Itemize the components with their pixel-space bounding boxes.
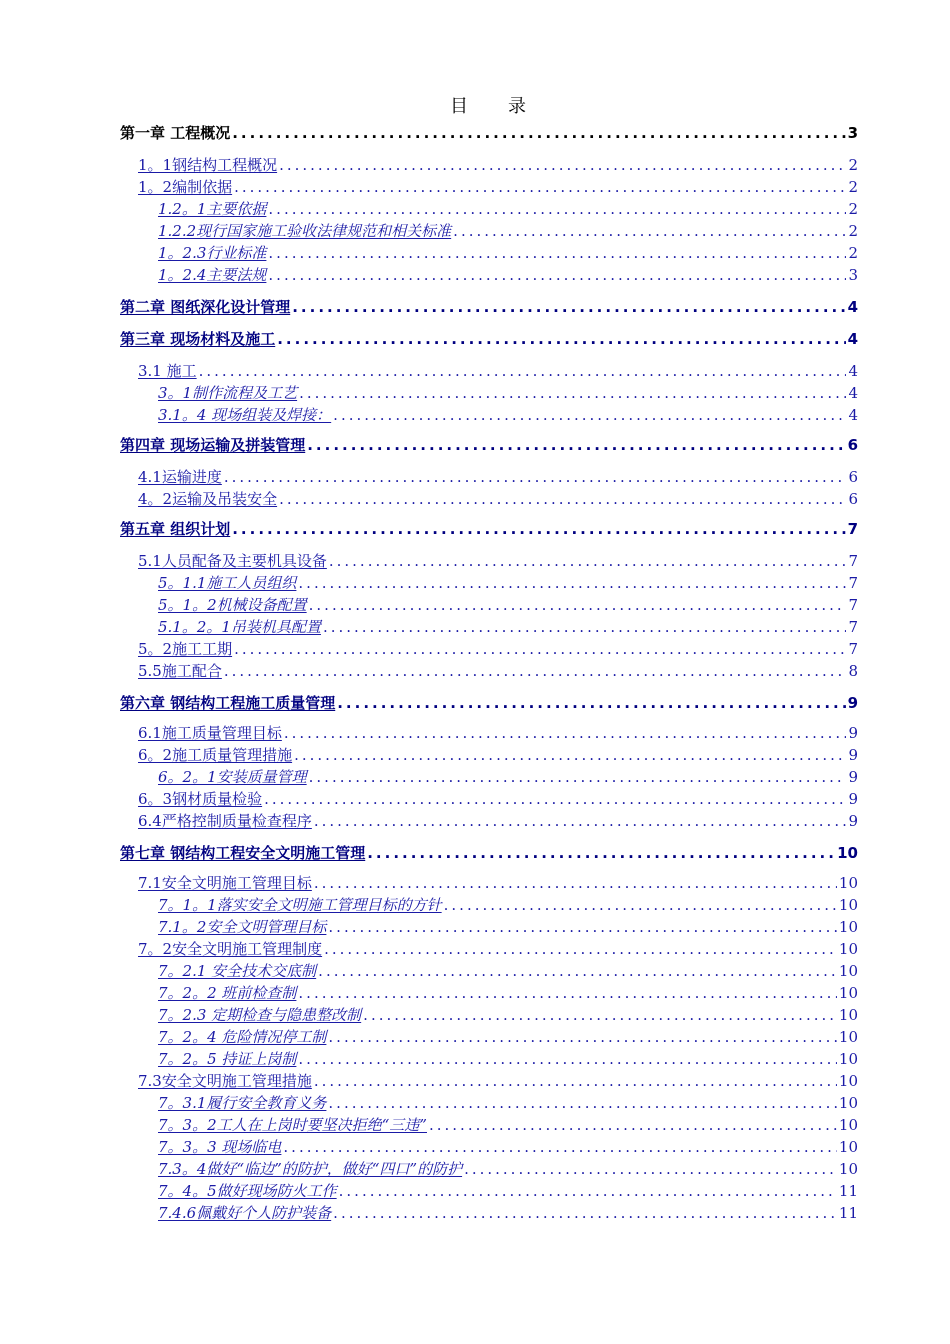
toc-leader-dots <box>268 243 846 263</box>
toc-entry-page: 4 <box>848 384 858 402</box>
toc-entry-label[interactable]: 6.4严格控制质量检查程序 <box>138 812 312 830</box>
toc-leader-dots <box>234 177 846 197</box>
toc-entry-label[interactable]: 7。3。2工人在上岗时要坚决拒绝“三违” <box>158 1116 427 1134</box>
toc-entry-page: 9 <box>848 746 858 764</box>
toc-entry-page: 9 <box>848 768 858 786</box>
toc-entry[interactable] <box>158 617 858 637</box>
toc-entry-label[interactable]: 7。2。2 班前检查制 <box>158 984 297 1002</box>
toc-entry[interactable] <box>120 693 858 713</box>
toc-entry-page: 7 <box>848 552 858 570</box>
toc-leader-dots <box>453 221 846 241</box>
toc-leader-dots <box>429 1115 837 1135</box>
toc-entry[interactable] <box>120 123 858 143</box>
toc-leader-dots <box>298 983 837 1003</box>
toc-leader-dots <box>298 1049 837 1069</box>
toc-entry[interactable] <box>158 767 858 787</box>
toc-entry-page: 9 <box>848 812 858 830</box>
toc-entry[interactable] <box>120 519 858 539</box>
toc-entry-page: 10 <box>838 1050 858 1068</box>
toc-entry-page: 2 <box>848 156 858 174</box>
toc-entry[interactable] <box>158 405 858 425</box>
toc-leader-dots <box>224 467 846 487</box>
toc-entry-label[interactable]: 5。2施工工期 <box>138 640 233 658</box>
toc-entry[interactable] <box>158 895 858 915</box>
toc-entry[interactable] <box>158 1181 858 1201</box>
toc-entry[interactable] <box>158 595 858 615</box>
toc-entry-label[interactable]: 6.1施工质量管理目标 <box>138 724 282 742</box>
toc-entry-page: 10 <box>838 1160 858 1178</box>
toc-entry-label[interactable]: 1。1钢结构工程概况 <box>138 156 278 174</box>
toc-entry-label[interactable]: 5。1。2机械设备配置 <box>158 596 307 614</box>
toc-entry-label[interactable]: 5.1。2。1吊装机具配置 <box>158 618 321 636</box>
toc-leader-dots <box>199 361 846 381</box>
toc-entry-label[interactable]: 第三章 现场材料及施工 <box>120 330 276 348</box>
toc-entry[interactable] <box>138 723 858 743</box>
toc-entry-label[interactable]: 7。2。5 持证上岗制 <box>158 1050 297 1068</box>
toc-entry-label[interactable]: 4.1运输进度 <box>138 468 222 486</box>
toc-leader-dots <box>264 789 846 809</box>
toc-entry-label[interactable]: 第二章 图纸深化设计管理 <box>120 298 291 316</box>
toc-entry-page: 11 <box>838 1204 858 1222</box>
toc-entry[interactable] <box>158 1049 858 1069</box>
toc-entry[interactable] <box>158 1093 858 1113</box>
toc-entry-label[interactable]: 5.5施工配合 <box>138 662 222 680</box>
toc-entry-page: 10 <box>838 984 858 1002</box>
toc-entry-page: 7 <box>848 574 858 592</box>
toc-leader-dots <box>232 123 845 143</box>
toc-entry-page: 10 <box>838 1028 858 1046</box>
toc-entry[interactable] <box>138 1071 858 1091</box>
toc-entry-page: 10 <box>838 1094 858 1112</box>
toc-entry-label[interactable]: 7。3.1履行安全教育义务 <box>158 1094 327 1112</box>
toc-entry-page: 4 <box>847 330 858 348</box>
toc-entry-page: 6 <box>848 490 858 508</box>
toc-entry-page: 7 <box>848 618 858 636</box>
toc-entry[interactable] <box>120 297 858 317</box>
toc-entry-page: 7 <box>847 520 858 538</box>
toc-entry-label[interactable]: 7.3。4做好“临边”的防护，做好“四口”的防护 <box>158 1160 463 1178</box>
toc-entry[interactable] <box>158 1203 858 1223</box>
toc-entry-page: 2 <box>848 200 858 218</box>
toc-entry[interactable] <box>158 383 858 403</box>
toc-title-char-2: 录 <box>508 96 526 117</box>
toc-entry-page: 10 <box>837 844 858 862</box>
toc-entry-label[interactable]: 7。2。4 危险情况停工制 <box>158 1028 327 1046</box>
toc-entry-label[interactable]: 7。2.3 定期检查与隐患整改制 <box>158 1006 362 1024</box>
toc-entry-label[interactable]: 7.3安全文明施工管理措施 <box>138 1072 312 1090</box>
toc-leader-dots <box>339 1181 837 1201</box>
toc-entry[interactable] <box>138 551 858 571</box>
toc-leader-dots <box>309 767 846 787</box>
toc-leader-dots <box>279 489 846 509</box>
toc-entry-label[interactable]: 7.1安全文明施工管理目标 <box>138 874 312 892</box>
toc-entry-page: 8 <box>848 662 858 680</box>
toc-leader-dots <box>464 1159 837 1179</box>
toc-entry[interactable] <box>138 155 858 175</box>
toc-entry[interactable] <box>138 361 858 381</box>
toc-leader-dots <box>333 405 846 425</box>
toc-leader-dots <box>284 723 846 743</box>
toc-leader-dots <box>294 745 846 765</box>
toc-entry-label[interactable]: 第一章 工程概况 <box>120 124 231 142</box>
toc-entry-label[interactable]: 1。2.4主要法规 <box>158 266 267 284</box>
toc-entry-label[interactable]: 7。3。3 现场临电 <box>158 1138 282 1156</box>
toc-entry-page: 10 <box>838 1006 858 1024</box>
toc-entry-page: 7 <box>848 596 858 614</box>
toc-entry[interactable] <box>138 639 858 659</box>
toc-leader-dots <box>298 573 846 593</box>
toc-entry-label[interactable]: 6。2。1安装质量管理 <box>158 768 307 786</box>
toc-entry-page: 6 <box>847 436 858 454</box>
toc-leader-dots <box>268 199 846 219</box>
toc-entry-label[interactable]: 1。2编制依据 <box>138 178 233 196</box>
toc-entry-label[interactable]: 第七章 钢结构工程安全文明施工管理 <box>120 844 366 862</box>
toc-entry[interactable] <box>138 467 858 487</box>
toc-leader-dots <box>328 917 837 937</box>
toc-entry[interactable] <box>138 745 858 765</box>
toc-entry-label[interactable]: 3。1制作流程及工艺 <box>158 384 298 402</box>
toc-entry-page: 4 <box>848 362 858 380</box>
toc-entry-page: 11 <box>838 1182 858 1200</box>
toc-entry-page: 10 <box>838 940 858 958</box>
toc-entry-page: 7 <box>848 640 858 658</box>
toc-entry[interactable] <box>158 1137 858 1157</box>
toc-entry[interactable] <box>158 1159 858 1179</box>
toc-leader-dots <box>444 895 837 915</box>
toc-entry-page: 10 <box>838 1116 858 1134</box>
toc-leader-dots <box>324 939 837 959</box>
toc-leader-dots <box>307 435 845 455</box>
toc-leader-dots <box>314 873 837 893</box>
toc-entry[interactable] <box>158 199 858 219</box>
toc-entry-page: 2 <box>848 244 858 262</box>
toc-entry-label[interactable]: 4。2运输及吊装安全 <box>138 490 278 508</box>
toc-entry-label[interactable]: 6。2施工质量管理措施 <box>138 746 293 764</box>
toc-entry-page: 9 <box>848 724 858 742</box>
toc-entry-page: 2 <box>848 222 858 240</box>
toc-entry-label[interactable]: 5。1.1施工人员组织 <box>158 574 297 592</box>
toc-entry-page: 4 <box>848 406 858 424</box>
toc-entry-page: 3 <box>848 266 858 284</box>
toc-entry-page: 2 <box>848 178 858 196</box>
toc-entry-page: 9 <box>848 790 858 808</box>
toc-leader-dots <box>279 155 846 175</box>
toc-title-char-1: 目 <box>450 96 468 117</box>
toc-entry-page: 10 <box>838 962 858 980</box>
toc-leader-dots <box>337 693 845 713</box>
toc-entry-page: 10 <box>838 1138 858 1156</box>
toc-entry[interactable] <box>120 329 858 349</box>
toc-entry-label[interactable]: 7.1。2安全文明管理目标 <box>158 918 327 936</box>
toc-entry[interactable] <box>138 789 858 809</box>
toc-entry-label[interactable]: 第六章 钢结构工程施工质量管理 <box>120 694 336 712</box>
toc-leader-dots <box>333 1203 837 1223</box>
toc-leader-dots <box>232 519 845 539</box>
toc-entry-label[interactable]: 5.1人员配备及主要机具设备 <box>138 552 327 570</box>
toc-entry[interactable] <box>138 811 858 831</box>
toc-leader-dots <box>328 1027 837 1047</box>
toc-entry-label[interactable]: 第四章 现场运输及拼装管理 <box>120 436 306 454</box>
toc-leader-dots <box>323 617 846 637</box>
toc-entry[interactable] <box>158 961 858 981</box>
toc-entry[interactable] <box>158 265 858 285</box>
toc-leader-dots <box>314 811 846 831</box>
toc-entry[interactable] <box>158 983 858 1003</box>
toc-entry-page: 10 <box>838 1072 858 1090</box>
toc-entry[interactable] <box>138 939 858 959</box>
toc-entry[interactable] <box>158 221 858 241</box>
toc-entry-label[interactable]: 7。1。1落实安全文明施工管理目标的方针 <box>158 896 442 914</box>
toc-entry-label[interactable]: 1。2.3行业标准 <box>158 244 267 262</box>
toc-entry[interactable] <box>158 1027 858 1047</box>
toc-entry-label[interactable]: 7。2.1 安全技术交底制 <box>158 962 317 980</box>
toc-entry[interactable] <box>138 873 858 893</box>
toc-leader-dots <box>367 843 835 863</box>
toc-entry-label[interactable]: 7。4。5做好现场防火工作 <box>158 1182 337 1200</box>
toc-entry-label[interactable]: 6。3钢材质量检验 <box>138 790 263 808</box>
toc-entry[interactable] <box>158 243 858 263</box>
toc-leader-dots <box>224 661 846 681</box>
toc-entry[interactable] <box>120 843 858 863</box>
toc-entry-label[interactable]: 3.1。4 现场组装及焊接： <box>158 406 332 424</box>
toc-entry-page: 9 <box>847 694 858 712</box>
toc-entry-page: 10 <box>838 874 858 892</box>
toc-entry[interactable] <box>158 917 858 937</box>
toc-leader-dots <box>318 961 837 981</box>
toc-leader-dots <box>314 1071 837 1091</box>
toc-leader-dots <box>363 1005 837 1025</box>
toc-entry-label[interactable]: 第五章 组织计划 <box>120 520 231 538</box>
toc-entry[interactable] <box>120 435 858 455</box>
toc-entry-label[interactable]: 7.4.6佩戴好个人防护装备 <box>158 1204 332 1222</box>
toc-entry-page: 10 <box>838 896 858 914</box>
toc-entry-page: 6 <box>848 468 858 486</box>
toc-leader-dots <box>299 383 846 403</box>
toc-entry[interactable] <box>138 177 858 197</box>
toc-leader-dots <box>277 329 845 349</box>
toc-leader-dots <box>283 1137 837 1157</box>
toc-entry-page: 4 <box>847 298 858 316</box>
toc-entry[interactable] <box>158 1005 858 1025</box>
toc-entry-page: 10 <box>838 918 858 936</box>
toc-entry[interactable] <box>138 661 858 681</box>
toc-entry-label[interactable]: 7。2安全文明施工管理制度 <box>138 940 323 958</box>
toc-entry-label[interactable]: 3.1 施工 <box>138 362 197 380</box>
toc-entry[interactable] <box>138 489 858 509</box>
toc-leader-dots <box>268 265 846 285</box>
toc-entry[interactable] <box>158 573 858 593</box>
toc-leader-dots <box>329 551 846 571</box>
toc-leader-dots <box>292 297 845 317</box>
toc-leader-dots <box>234 639 846 659</box>
toc-entry[interactable] <box>158 1115 858 1135</box>
toc-leader-dots <box>309 595 846 615</box>
toc-entry-label[interactable]: 1.2。1主要依据 <box>158 200 267 218</box>
toc-entry-page: 3 <box>847 124 858 142</box>
toc-leader-dots <box>328 1093 837 1113</box>
toc-entry-label[interactable]: 1.2.2现行国家施工验收法律规范和相关标准 <box>158 222 452 240</box>
